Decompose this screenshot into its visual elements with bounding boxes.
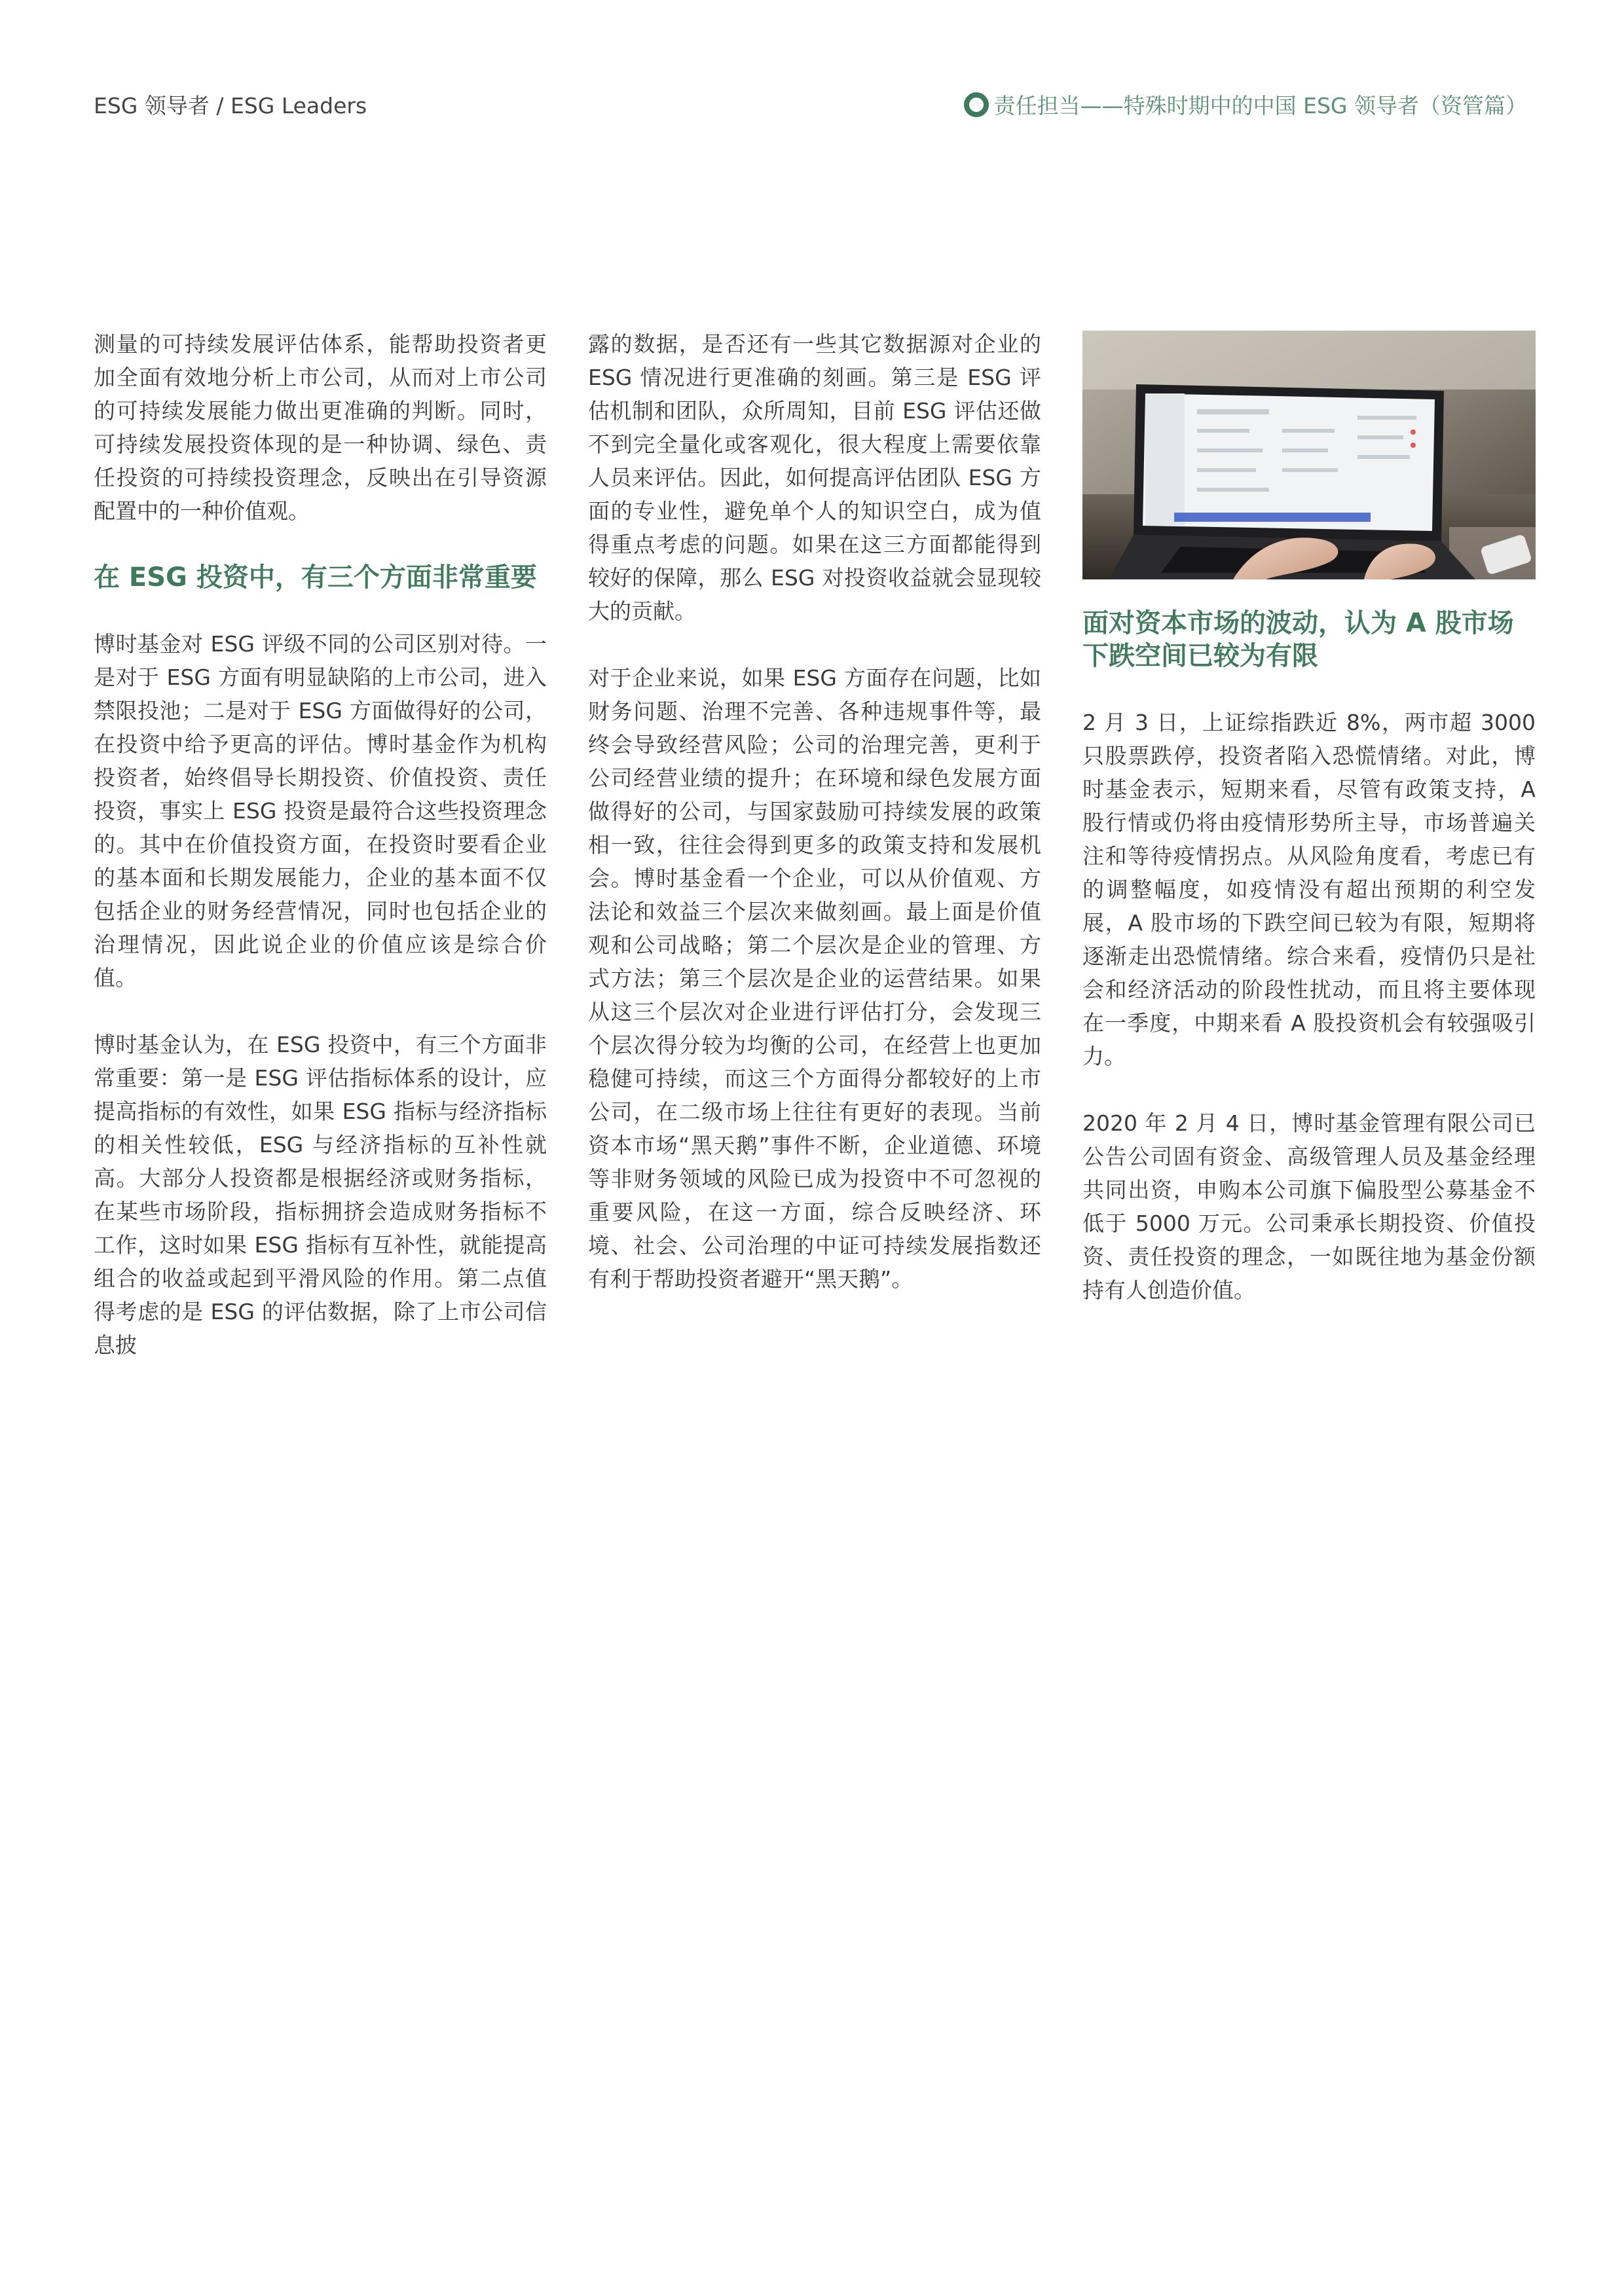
paragraph: 2 月 3 日，上证综指跌近 8%，两市超 3000 只股票跌停，投资者陷入恐慌情绪。对此，博时基金表示，短期来看，尽管有政策支持，A 股行情或仍将由疫情形势所主导，市场普遍关注和等待疫情拐点。从风险角度看，考虑已有的调整幅度，如疫情没有超出预期的利空发展，A 股市场的下跌空间已较为有限，短期将逐渐走出恐慌情绪。综合来看，疫情仍只是社会和经济活动的阶段性扰动，而且将主要体现在一季度，中期来看 A 股投资机会有较强吸引力。: [1082, 710, 1536, 1069]
running-header-left: ESG 领导者 / ESG Leaders: [94, 93, 367, 118]
column-3: [1082, 331, 1536, 1340]
paragraph: 博时基金认为，在 ESG 投资中，有三个方面非常重要：第一是 ESG 评估指标体系的设计，应提高指标的有效性，如果 ESG 指标与经济指标的相关性较低，ESG 与经济指标的互补性就高。大部分人投资都是根据经济或财务指标，在某些市场阶段，指标拥挤会造成财务指标不工作，这时如果 ESG 指标有互补性，就能提高组合的收益或起到平滑风险的作用。第二点值得考虑的是 ESG 的评估数据，除了上市公司信息披: [94, 1032, 547, 1358]
section-heading: 面对资本市场的波动，认为 A 股市场下跌空间已较为有限: [1082, 608, 1514, 671]
paragraph: 露的数据，是否还有一些其它数据源对企业的 ESG 情况进行更准确的刻画。第三是 ESG 评估机制和团队，众所周知，目前 ESG 评估还做不到完全量化或客观化，很大程度上需要依靠人员来评估。因此，如何提高评估团队 ESG 方面的专业性，避免单个人的知识空白，成为值得重点考虑的问题。如果在这三方面都能得到较好的保障，那么 ESG 对投资收益就会显现较大的贡献。: [588, 331, 1041, 624]
laptop-photo: [1082, 331, 1536, 579]
column-1: [94, 327, 547, 1395]
running-header-right-text: 责任担当——特殊时期中的中国 ESG 领导者（资管篇）: [993, 93, 1527, 118]
circle-bullet-icon: [964, 92, 989, 117]
paragraph: 测量的可持续发展评估体系，能帮助投资者更加全面有效地分析上市公司，从而对上市公司的可持续发展能力做出更准确的判断。同时，可持续发展投资体现的是一种协调、绿色、责任投资的可持续投资理念，反映出在引导资源配置中的一种价值观。: [94, 331, 547, 524]
paragraph: 2020 年 2 月 4 日，博时基金管理有限公司已公告公司固有资金、高级管理人员及基金经理共同出资，申购本公司旗下偏股型公募基金不低于 5000 万元。公司秉承长期投资、价值投资、责任投资的理念，一如既往地为基金份额持有人创造价值。: [1082, 1110, 1536, 1303]
column-2: [588, 327, 1041, 1329]
paragraph: 对于企业来说，如果 ESG 方面存在问题，比如财务问题、治理不完善、各种违规事件等，最终会导致经营风险；公司的治理完善，更利于公司经营业绩的提升；在环境和绿色发展方面做得好的公司，与国家鼓励可持续发展的政策相一致，往往会得到更多的政策支持和发展机会。博时基金看一个企业，可以从价值观、方法论和效益三个层次来做刻画。最上面是价值观和公司战略；第二个层次是企业的管理、方式方法；第三个层次是企业的运营结果。如果从这三个层次对企业进行评估打分，会发现三个层次得分较为均衡的公司，在经营上也更加稳健可持续，而这三个方面得分都较好的上市公司，在二级市场上往往有更好的表现。当前资本市场“黑天鹅”事件不断，企业道德、环境等非财务领域的风险已成为投资中不可忽视的重要风险，在这一方面，综合反映经济、环境、社会、公司治理的中证可持续发展指数还有利于帮助投资者避开“黑天鹅”。: [588, 665, 1041, 1292]
paragraph: 博时基金对 ESG 评级不同的公司区别对待。一是对于 ESG 方面有明显缺陷的上市公司，进入禁限投池；二是对于 ESG 方面做得好的公司，在投资中给予更高的评估。博时基金作为机构投资者，始终倡导长期投资、价值投资、责任投资，事实上 ESG 投资是最符合这些投资理念的。其中在价值投资方面，在投资时要看企业的基本面和长期发展能力，企业的基本面不仅包括企业的财务经营情况，同时也包括企业的治理情况，因此说企业的价值应该是综合价值。: [94, 631, 547, 991]
running-header-right: [964, 89, 1527, 120]
section-heading: 在 ESG 投资中，有三个方面非常重要: [94, 562, 537, 592]
